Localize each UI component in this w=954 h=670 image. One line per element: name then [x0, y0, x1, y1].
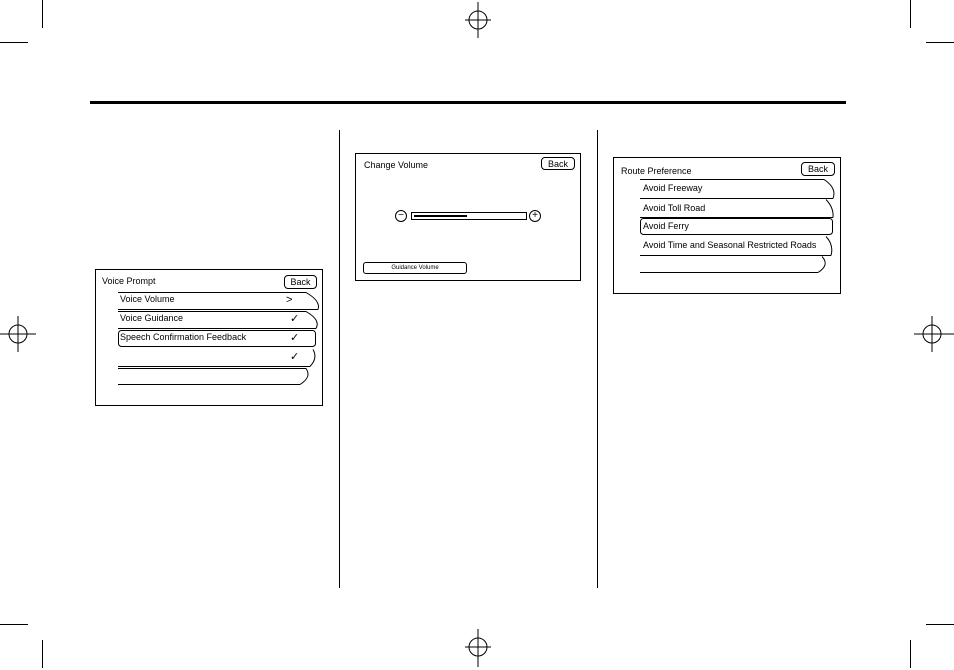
checkmark-icon: ✓ [290, 313, 300, 325]
column-divider [597, 130, 598, 588]
checkmark-icon: ✓ [290, 332, 300, 344]
row-label: Avoid Freeway [643, 183, 703, 193]
row-label: Avoid Toll Road [643, 203, 706, 213]
chevron-right-icon: > [286, 294, 293, 306]
crop-mark [42, 0, 43, 28]
volume-increase-button[interactable]: + [529, 210, 541, 222]
guidance-volume-button[interactable]: Guidance Volume [363, 262, 467, 274]
registration-mark-left [0, 310, 50, 360]
header-rule [90, 101, 846, 104]
back-button[interactable]: Back [801, 162, 835, 176]
row-label: Avoid Ferry [643, 221, 689, 231]
menu-row-voice-guidance[interactable] [118, 311, 322, 329]
row-outline [118, 368, 322, 386]
crop-mark [926, 624, 954, 625]
volume-decrease-button[interactable]: − [395, 210, 407, 222]
row-label: Speech Confirmation Feedback [120, 332, 247, 342]
back-button[interactable]: Back [541, 157, 575, 170]
change-volume-screen [355, 153, 581, 281]
screen-title: Route Preference [621, 166, 692, 176]
crop-mark [910, 640, 911, 668]
volume-slider[interactable] [411, 212, 527, 220]
menu-row-avoid-ferry[interactable] [640, 218, 840, 236]
crop-mark [926, 42, 954, 43]
menu-row-empty[interactable] [118, 349, 322, 367]
crop-mark [0, 42, 28, 43]
menu-row-avoid-time-seasonal-restricted-roads[interactable] [640, 236, 840, 256]
crop-mark [0, 624, 28, 625]
menu-row-empty[interactable] [118, 368, 322, 386]
crop-mark [910, 0, 911, 28]
volume-slider-fill [414, 215, 467, 217]
screen-title: Voice Prompt [102, 276, 156, 286]
screen-title: Change Volume [364, 160, 429, 170]
registration-mark-top [453, 0, 503, 50]
menu-row-avoid-freeway[interactable] [640, 179, 840, 199]
row-label: Voice Volume [120, 294, 175, 304]
menu-row-speech-confirmation-feedback[interactable] [118, 330, 322, 348]
row-outline [640, 256, 840, 274]
column-divider [339, 130, 340, 588]
voice-prompt-screen [95, 269, 323, 406]
registration-mark-right [904, 310, 954, 360]
route-preference-screen [613, 157, 841, 294]
registration-mark-bottom [453, 620, 503, 670]
checkmark-icon: ✓ [290, 351, 300, 363]
row-label: Avoid Time and Seasonal Restricted Roads [643, 240, 817, 250]
menu-row-voice-volume[interactable] [118, 292, 322, 310]
row-label: Voice Guidance [120, 313, 184, 323]
menu-row-empty[interactable] [640, 256, 840, 274]
menu-row-avoid-toll-road[interactable] [640, 199, 840, 218]
crop-mark [42, 640, 43, 668]
back-button[interactable]: Back [284, 275, 317, 289]
